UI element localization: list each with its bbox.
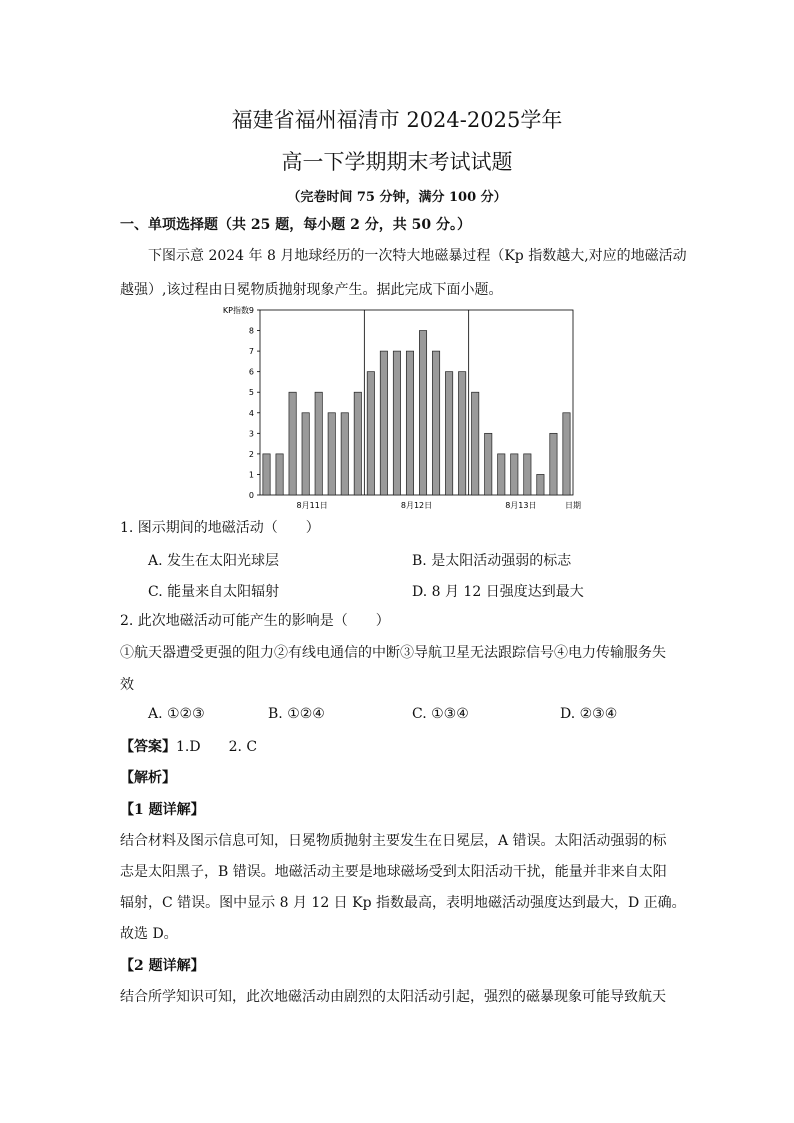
y-axis-label: KP指数 bbox=[222, 306, 249, 315]
q1-option-b: B. 是太阳活动强弱的标志 bbox=[412, 553, 572, 569]
q2-stem: 2. 此次地磁活动可能产生的影响是（ ） bbox=[120, 613, 390, 629]
intro-line-2: 越强）,该过程由日冕物质抛射现象产生。据此完成下面小题。 bbox=[120, 282, 503, 298]
answer-label: 【答案】 bbox=[120, 739, 176, 755]
kp-bar bbox=[341, 413, 348, 495]
kp-bar bbox=[276, 454, 283, 495]
kp-bar bbox=[498, 454, 505, 495]
kp-bar bbox=[289, 392, 296, 495]
q1-analysis-line: 结合材料及图示信息可知，日冕物质抛射主要发生在日冕层，A 错误。太阳活动强弱的标 bbox=[120, 833, 667, 849]
kp-bar bbox=[524, 454, 531, 495]
q2-analysis-line: 结合所学知识可知，此次地磁活动由剧烈的太阳活动引起，强烈的磁暴现象可能导致航天 bbox=[120, 989, 666, 1005]
q1-analysis-heading: 【1 题详解】 bbox=[120, 802, 205, 818]
kp-bar bbox=[328, 413, 335, 495]
q1-analysis-line: 辐射，C 错误。图中显示 8 月 12 日 Kp 指数最高，表明地磁活动强度达到最大，D 正确。 bbox=[120, 895, 686, 911]
kp-bar bbox=[485, 433, 492, 495]
kp-bar bbox=[380, 351, 387, 495]
kp-bar bbox=[406, 351, 413, 495]
kp-bar bbox=[537, 474, 544, 495]
kp-index-chart bbox=[215, 302, 595, 514]
x-day-label: 8月11日 bbox=[296, 501, 328, 510]
y-tick-label: 2 bbox=[248, 449, 254, 459]
kp-bar bbox=[563, 413, 570, 495]
analysis-label: 【解析】 bbox=[120, 770, 176, 786]
page-title-line1: 福建省福州福清市 2024-2025学年 bbox=[231, 108, 563, 132]
y-tick-label: 0 bbox=[248, 491, 254, 500]
y-tick-label: 8 bbox=[248, 326, 254, 336]
y-tick-label: 9 bbox=[248, 306, 254, 315]
kp-bar bbox=[458, 372, 465, 495]
y-tick-label: 4 bbox=[248, 408, 254, 418]
q2-option-b: B. ①②④ bbox=[268, 706, 325, 722]
x-day-label: 8月13日 bbox=[505, 501, 537, 510]
kp-bar bbox=[550, 433, 557, 495]
y-tick-label: 5 bbox=[248, 388, 254, 398]
y-tick-label: 1 bbox=[248, 470, 254, 480]
kp-bar bbox=[419, 331, 426, 495]
q1-analysis-line: 故选 D。 bbox=[120, 926, 178, 942]
kp-bar bbox=[511, 454, 518, 495]
q2-option-c: C. ①③④ bbox=[412, 706, 469, 722]
q1-stem: 1. 图示期间的地磁活动（ ） bbox=[120, 520, 320, 536]
kp-bar bbox=[354, 392, 361, 495]
answer-row bbox=[120, 737, 257, 757]
kp-bar bbox=[445, 372, 452, 495]
kp-bar bbox=[315, 392, 322, 495]
kp-bar bbox=[302, 413, 309, 495]
y-tick-label: 7 bbox=[248, 347, 254, 357]
q1-option-c: C. 能量来自太阳辐射 bbox=[148, 584, 280, 600]
kp-bar bbox=[367, 372, 374, 495]
q2-analysis-heading: 【2 题详解】 bbox=[120, 958, 205, 974]
y-tick-label: 3 bbox=[248, 429, 254, 439]
section-heading: 一、单项选择题（共 25 题，每小题 2 分，共 50 分。） bbox=[120, 217, 471, 233]
page-title-line2: 高一下学期期末考试试题 bbox=[281, 150, 513, 174]
q2-option-a: A. ①②③ bbox=[148, 706, 205, 722]
kp-bar bbox=[393, 351, 400, 495]
y-tick-label: 6 bbox=[248, 367, 254, 377]
x-axis-label: 日期 bbox=[565, 501, 581, 510]
q2-items-line-2: 效 bbox=[120, 677, 134, 693]
exam-note: （完卷时间 75 分钟，满分 100 分） bbox=[287, 190, 507, 205]
q2-option-d: D. ②③④ bbox=[560, 706, 618, 722]
kp-bar bbox=[472, 392, 479, 495]
answer-text: 1.D 2. C bbox=[176, 739, 258, 755]
kp-bar bbox=[263, 454, 270, 495]
intro-line-1: 下图示意 2024 年 8 月地球经历的一次特大地磁暴过程（Kp 指数越大,对应的地磁活动 bbox=[148, 248, 687, 264]
q1-analysis-line: 志是太阳黑子，B 错误。地磁活动主要是地球磁场受到太阳活动干扰，能量并非来自太阳 bbox=[120, 864, 667, 880]
kp-bar bbox=[432, 351, 439, 495]
q2-items-line-1: ①航天器遭受更强的阻力②有线电通信的中断③导航卫星无法跟踪信号④电力传输服务失 bbox=[120, 645, 666, 661]
x-day-label: 8月12日 bbox=[400, 501, 433, 510]
q1-option-d: D. 8 月 12 日强度达到最大 bbox=[412, 584, 584, 600]
q1-option-a: A. 发生在太阳光球层 bbox=[148, 553, 280, 569]
